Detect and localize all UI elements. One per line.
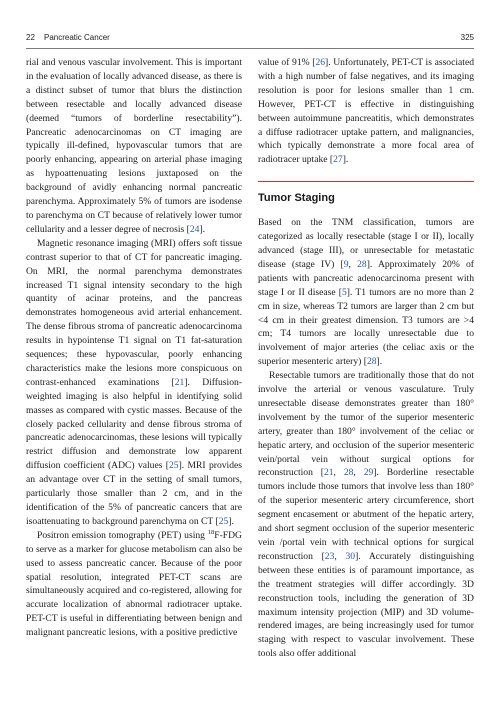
running-header [26, 31, 474, 45]
text-run: , [333, 467, 344, 479]
text-run: ]. T1 tumors are no more than 2 cm in size, whereas T2 tumors are larger than 2 cm but <4 cm in their greatest dimension. T3 tumors are >4 cm; T4 tumors are locally unresectable due to involvement of major arteries (the celiac axis or the superior mesenteric artery) [ [258, 286, 474, 368]
chapter-title: Pancreatic Cancer [44, 33, 110, 42]
citation-link[interactable]: 24 [189, 223, 200, 235]
text-run: Resectable tumors are traditionally those that do not involve the arterial or venous vasculature. Truly unresectable disease demonstrates greater than 180° involvement by the tumor of the superior mesenteric artery, greater than 180° involvement of the celiac or hepatic artery, and occlusion of the superior mesenteric vein/portal vein without surgical options for reconstruction [ [258, 370, 474, 479]
chapter-number: 22 [26, 33, 35, 42]
paragraph-ct-imaging [26, 56, 242, 237]
paragraph-pet-continued [258, 56, 474, 167]
citation-link[interactable]: 9 [343, 258, 349, 270]
text-run: ]. MRI provides an advantage over CT in the setting of small tumors, particularly those smaller than 2 cm, and in the identification of the 5% of pancreatic cancers that are isoattenuating to background parenchyma on CT [ [26, 460, 242, 527]
citation-link[interactable]: 28 [357, 258, 367, 270]
text-run: value of 91% [ [258, 57, 316, 68]
citation-link[interactable]: 25 [168, 460, 179, 472]
text-run: ]. [199, 223, 206, 235]
citation-link[interactable]: 5 [342, 286, 347, 298]
citation-link[interactable]: 21 [174, 376, 185, 388]
citation-link[interactable]: 28 [366, 356, 377, 368]
text-run: ]. Unfortunately, PET-CT is associated with a high number of false negatives, and its imaging resolution is poor for lesions smaller than 1 cm. However, PET-CT is effective in distinguishing between autoimmune pancreatitis, which demonstrates a diffuse radiotracer uptake pattern, and malignancies, which typically demonstrate a more focal area of radiotracer uptake [ [258, 57, 474, 166]
header-divider [26, 48, 474, 49]
text-run: ]. Approximately 20% of patients with pancreatic adenocarcinoma present with stage I or II disease [ [258, 258, 474, 298]
text-run: ]. [228, 515, 234, 527]
text-run: , [353, 467, 364, 479]
citation-link[interactable]: 23 [324, 550, 335, 562]
paragraph-tnm [258, 216, 474, 369]
citation-link[interactable]: 21 [323, 467, 334, 479]
text-run: Magnetic resonance imaging (MRI) offers soft tissue contrast superior to that of CT for pancreatic imaging. On MRI, the normal parenchyma demonstrates increased T1 signal intensity secondary to the high quantity of acinar proteins, and the pancreas demonstrates homogeneous avid arterial enhancement. The dense fibrous stroma of pancreatic adenocarcinoma results in hypointense T1 signal on T1 fat-saturation sequences; these hypovascular, poorly enhancing characteristics make the lesions more conspicuous on contrast-enhanced examinations [ [26, 237, 242, 388]
paragraph-mri [26, 237, 242, 529]
text-run: rial and venous vascular involvement. This is important in the evaluation of locally advanced disease, as there is a distinct subset of tumor that blurs the distinction between resectable and locally advanced disease (deemed “tumors of borderline resectability”). Pancreatic adenocarcinomas on CT imaging are typically ill-defined, hypovascular tumors that are poorly enhancing, appearing on arterial phase imaging as hypoattenuating lesions juxtaposed on the background of avidly enhancing normal pancreatic parenchyma. Approximately 5% of tumors are isodense to parenchyma on CT because of relatively lower tumor cellularity and a lesser degree of necrosis [ [26, 57, 242, 235]
citation-link[interactable]: 25 [218, 515, 229, 527]
text-run: , [348, 258, 358, 270]
citation-link[interactable]: 26 [315, 57, 326, 68]
text-run: , [334, 550, 346, 562]
section-heading: Tumor Staging [258, 192, 335, 205]
text-run: Positron emission tomography (PET) using [37, 529, 208, 541]
paragraph-pet [26, 529, 242, 640]
text-run: Based on the TNM classification, tumors are categorized as locally resectable (stage I or II), locally advanced (stage III), or unresectable for metastatic disease (stage IV) [ [258, 217, 474, 270]
left-column [26, 56, 242, 640]
text-run: ]. [342, 154, 349, 166]
page-number: 325 [460, 33, 474, 42]
paragraph-resectable [258, 369, 474, 661]
text-run: ]. Accurately distinguishing between these entities is of paramount importance, as the treatment strategies will differ accordingly. 3D reconstruction tools, including the generation of 3D maximum intensity projection (MIP) and 3D volume-rendered images, are being increasingly used for tumor staging with respect to vascular involvement. These tools also offer additional [258, 550, 474, 660]
citation-link[interactable]: 29 [363, 467, 374, 479]
citation-link[interactable]: 30 [345, 550, 356, 562]
text-run: F-FDG to serve as a marker for glucose metabolism can also be used to assess pancreatic cancer. Because of the poor spatial resolution, integrated PET-CT scans are simultaneously acquired and co-registered, allowing for accurate localization of abnormal radiotracer uptake. PET-CT is useful in differentiating between benign and malignant pancreatic lesions, with a positive predictive [26, 529, 242, 639]
text-run: ]. Diffusion-weighted imaging is also helpful in identifying solid masses as compared with cystic masses. Because of the closely packed cellularity and dense fibrous stroma of pancreatic adenocarcinomas, these lesions will typically restrict diffusion and demonstrate low apparent diffusion coefficient (ADC) values [ [26, 376, 242, 472]
section-divider [258, 181, 474, 182]
right-column [258, 56, 474, 661]
text-run: ]. Borderline resectable tumors include those tumors that involve less than 180° of the superior mesenteric artery circumference, short segment encasement or abutment of the hepatic artery, and short segment occlusion of the superior mesenteric vein /portal vein with technical options for surgical reconstruction [ [258, 467, 475, 562]
citation-link[interactable]: 27 [333, 154, 343, 166]
text-run: ]. [376, 356, 383, 368]
superscript-isotope: 18 [207, 528, 215, 536]
citation-link[interactable]: 28 [343, 467, 354, 479]
